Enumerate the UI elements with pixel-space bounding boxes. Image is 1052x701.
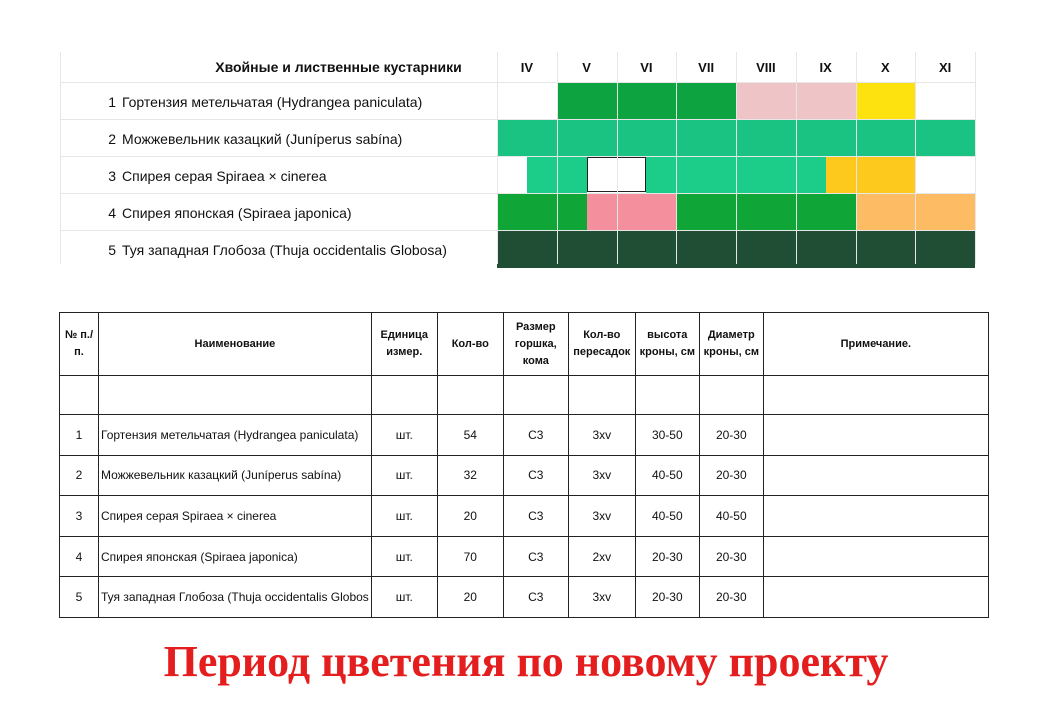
table-cell: 20 [437, 496, 503, 537]
plant-name: Туя западная Глобоза (Thuja occidentalis Globosa) [122, 241, 447, 258]
column-header: Кол-во пересадок [568, 313, 635, 376]
table-cell: Туя западная Глобоза (Thuja occidentalis Globos [99, 577, 372, 618]
table-cell: 3xv [568, 577, 635, 618]
row-number: 1 [108, 93, 116, 110]
table-cell: 40-50 [635, 496, 699, 537]
bloom-period-bar [676, 194, 855, 231]
row-number: 2 [108, 130, 116, 147]
table-cell: 3 [60, 496, 99, 537]
grid-line [676, 52, 677, 264]
empty-cell [437, 376, 503, 415]
table-cell: Можжевельник казацкий (Juníperus sabína) [99, 455, 372, 496]
flowering-chart [60, 52, 976, 264]
table-cell: C3 [503, 455, 568, 496]
month-label: IV [520, 59, 534, 75]
grid-line [856, 52, 857, 264]
table-cell: 30-50 [635, 415, 699, 456]
page-title: Период цветения по новому проекту [163, 637, 889, 686]
table-cell: шт. [371, 415, 437, 456]
month-label: VIII [756, 59, 776, 75]
table-cell: 20-30 [635, 577, 699, 618]
chart-row [60, 119, 976, 157]
table-cell: шт. [371, 496, 437, 537]
row-number: 3 [108, 167, 116, 184]
bloom-period-bar [557, 83, 736, 120]
column-header: Примечание. [763, 313, 988, 376]
table-cell: 20-30 [635, 536, 699, 577]
table-cell: 20-30 [699, 536, 763, 577]
table-cell: 2 [60, 455, 99, 496]
table-row [60, 496, 989, 537]
table-cell: 3xv [568, 455, 635, 496]
bloom-period-bar [587, 194, 677, 231]
empty-cell [635, 376, 699, 415]
table-cell: 3xv [568, 415, 635, 456]
empty-cell [568, 376, 635, 415]
grid-line [915, 52, 916, 264]
month-label: VII [698, 59, 715, 75]
plant-spec-table [59, 312, 989, 618]
table-cell: Спирея японская (Spiraea japonica) [99, 536, 372, 577]
table-cell: 2xv [568, 536, 635, 577]
empty-cell [371, 376, 437, 415]
month-label: XI [938, 59, 952, 75]
table-cell: 70 [437, 536, 503, 577]
table-cell [763, 496, 988, 537]
table-cell: C3 [503, 496, 568, 537]
table-cell: 40-50 [699, 496, 763, 537]
month-label: VI [640, 59, 653, 75]
empty-cell [99, 376, 372, 415]
empty-cell [763, 376, 988, 415]
column-header: Единица измер. [371, 313, 437, 376]
table-cell: 20-30 [699, 577, 763, 618]
bloom-period-bar [497, 194, 587, 231]
grid-line [796, 52, 797, 264]
table-cell: 1 [60, 415, 99, 456]
column-header: Кол-во [437, 313, 503, 376]
row-number: 4 [108, 204, 116, 221]
table-cell: шт. [371, 577, 437, 618]
column-header: Размер горшка, кома [503, 313, 568, 376]
plant-name: Спирея японская (Spiraea japonica) [122, 204, 352, 221]
empty-cell [503, 376, 568, 415]
table-cell: C3 [503, 536, 568, 577]
table-empty-row [60, 376, 989, 415]
grid-line [557, 52, 558, 264]
empty-cell [60, 376, 99, 415]
table-cell: 20-30 [699, 415, 763, 456]
table-cell: C3 [503, 415, 568, 456]
table-cell: Гортензия метельчатая (Hydrangea paniculata) [99, 415, 372, 456]
table-cell: 5 [60, 577, 99, 618]
column-header: высота кроны, см [635, 313, 699, 376]
table-cell: Спирея серая Spiraea × cinerea [99, 496, 372, 537]
table-cell [763, 415, 988, 456]
column-header: № п./п. [60, 313, 99, 376]
table-row [60, 415, 989, 456]
table-cell: 32 [437, 455, 503, 496]
table-cell: 3xv [568, 496, 635, 537]
table-row [60, 455, 989, 496]
chart-row [60, 193, 976, 231]
table-row [60, 536, 989, 577]
chart-header-title: Хвойные и лиственные кустарники [215, 59, 462, 75]
table-cell [763, 455, 988, 496]
month-label: V [582, 59, 591, 75]
table-row [60, 577, 989, 618]
bloom-period-bar [856, 83, 916, 120]
column-header: Наименование [99, 313, 372, 376]
chart-row [60, 82, 976, 120]
empty-cell [699, 376, 763, 415]
month-label: X [881, 59, 890, 75]
table-cell [763, 577, 988, 618]
table-cell: C3 [503, 577, 568, 618]
table-cell: 54 [437, 415, 503, 456]
grid-line [60, 52, 61, 264]
table-cell: шт. [371, 536, 437, 577]
column-header: Диаметр кроны, см [699, 313, 763, 376]
plant-name: Спирея серая Spiraea × cinerea [122, 167, 327, 184]
month-label: IX [819, 59, 832, 75]
row-number: 5 [108, 241, 116, 258]
table-cell: 4 [60, 536, 99, 577]
table-header-row [60, 313, 989, 376]
grid-line [617, 52, 618, 264]
table-cell: 20-30 [699, 455, 763, 496]
chart-row [60, 156, 976, 194]
grid-line [497, 52, 498, 264]
plant-name: Можжевельник казацкий (Juníperus sabína) [122, 130, 403, 147]
chart-row [60, 230, 976, 268]
plant-name: Гортензия метельчатая (Hydrangea paniculata) [122, 93, 423, 110]
table-cell: 20 [437, 577, 503, 618]
grid-line [975, 52, 976, 264]
grid-line [736, 52, 737, 264]
table-cell: 40-50 [635, 455, 699, 496]
bloom-period-bar [826, 157, 916, 194]
table-cell [763, 536, 988, 577]
table-cell: шт. [371, 455, 437, 496]
